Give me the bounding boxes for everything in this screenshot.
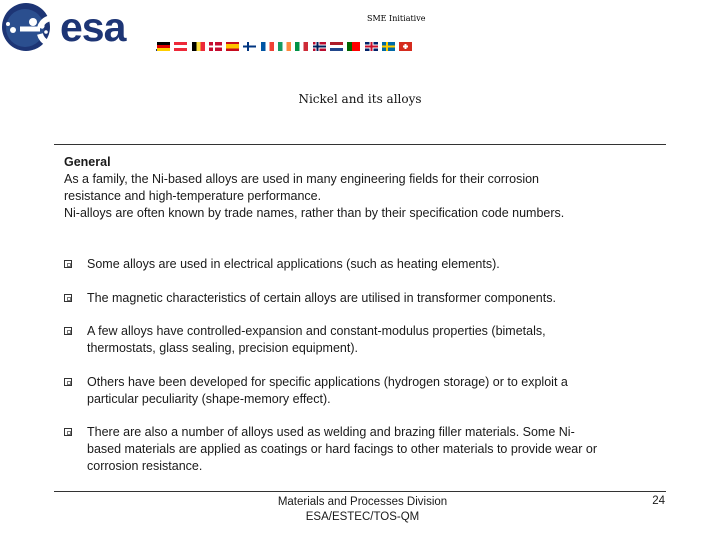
flag-italy-icon <box>295 42 308 51</box>
flag-switzerland-icon <box>399 42 412 51</box>
bullet-line: Some alloys are used in electrical applications (such as heating elements). <box>87 257 500 271</box>
esa-logo <box>0 0 160 56</box>
general-line: As a family, the Ni-based alloys are used in many engineering fields for their corrosion <box>64 172 539 186</box>
checkbox-bullet-icon <box>64 428 72 436</box>
footer-division: Materials and Processes Division <box>277 496 448 508</box>
bullet-line: A few alloys have controlled-expansion and constant-modulus properties (bimetals, <box>87 324 546 338</box>
flag-united-kingdom-icon <box>365 42 378 51</box>
bullet-line: based materials are applied as coatings or hard facings to other materials to provide wear or <box>87 442 597 456</box>
flag-denmark-icon <box>209 42 222 51</box>
bullet-line: Others have been developed for specific applications (hydrogen storage) or to exploit a <box>87 375 568 389</box>
bullet-line: corrosion resistance. <box>87 459 203 473</box>
flag-portugal-icon <box>347 42 360 51</box>
general-line: resistance and high-temperature performance. <box>64 189 322 203</box>
sme-initiative-label: SME Initiative <box>367 14 426 23</box>
bottom-divider <box>54 491 666 492</box>
flag-finland-icon <box>243 42 256 51</box>
checkbox-bullet-icon <box>64 260 72 268</box>
footer-department: ESA/ESTEC/TOS-QM <box>305 511 420 523</box>
flag-norway-icon <box>313 42 326 51</box>
flag-sweden-icon <box>382 42 395 51</box>
bullet-line: thermostats, glass sealing, precision equipment). <box>87 341 358 355</box>
general-line: Ni-alloys are often known by trade names, rather than by their specification code numbers. <box>64 206 565 220</box>
checkbox-bullet-icon <box>64 327 72 335</box>
general-section <box>64 154 654 222</box>
flag-belgium-icon <box>192 42 205 51</box>
flag-france-icon <box>261 42 274 51</box>
flag-austria-icon <box>174 42 187 51</box>
checkbox-bullet-icon <box>64 378 72 386</box>
esa-logo-graphic <box>0 0 160 56</box>
flag-spain-icon <box>226 42 239 51</box>
flag-ireland-icon <box>278 42 291 51</box>
bullet-line: There are also a number of alloys used as welding and brazing filler materials. Some Ni- <box>87 425 575 439</box>
general-heading: General <box>64 155 111 169</box>
flag-netherlands-icon <box>330 42 343 51</box>
footer-text <box>230 495 495 525</box>
checkbox-bullet-icon <box>64 294 72 302</box>
top-divider <box>54 144 666 145</box>
bullet-line: The magnetic characteristics of certain alloys are utilised in transformer components. <box>87 291 556 305</box>
member-state-flags <box>157 42 416 52</box>
slide-title: Nickel and its alloys <box>298 92 422 106</box>
flag-germany-icon <box>157 42 170 51</box>
bullet-line: particular peculiarity (shape-memory effect). <box>87 392 331 406</box>
svg-text:esa: esa <box>60 4 126 50</box>
page-number: 24 <box>652 495 665 507</box>
